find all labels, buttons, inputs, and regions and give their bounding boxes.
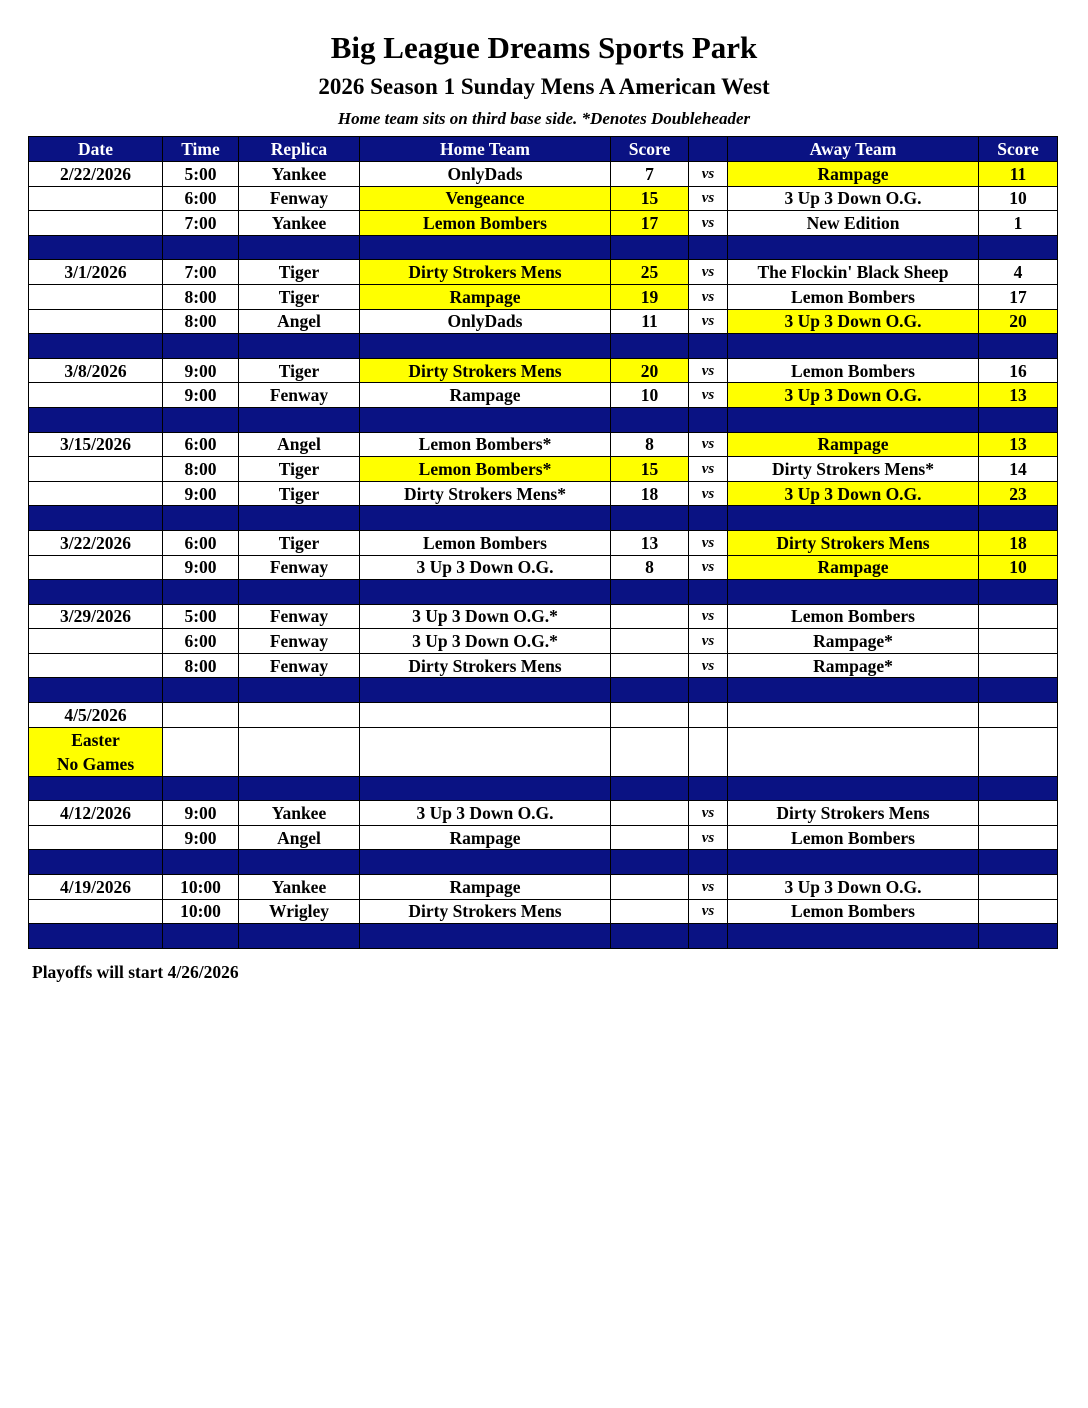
away-team-cell: Rampage [728,432,979,457]
vs-cell: vs [689,899,728,924]
home-team-cell: OnlyDads [360,162,611,187]
table-row [29,555,1058,580]
separator-cell [689,334,728,359]
separator-cell [728,924,979,949]
replica-cell: Tiger [239,260,360,285]
home-score-cell: 25 [611,260,689,285]
empty-cell [360,727,611,776]
date-cell: 3/1/2026 [29,260,163,285]
separator-cell [728,678,979,703]
empty-cell [611,727,689,776]
time-cell: 9:00 [163,801,239,826]
away-score-cell: 1 [979,211,1058,236]
away-score-cell: 10 [979,555,1058,580]
separator-cell [360,924,611,949]
time-cell: 5:00 [163,604,239,629]
separator-cell [689,924,728,949]
separator-cell [29,678,163,703]
vs-cell: vs [689,309,728,334]
separator-cell [163,407,239,432]
table-row [29,260,1058,285]
home-team-cell: Dirty Strokers Mens [360,358,611,383]
separator-cell [239,580,360,605]
time-cell: 8:00 [163,284,239,309]
away-team-cell: The Flockin' Black Sheep [728,260,979,285]
separator-cell [728,235,979,260]
separator-cell [29,924,163,949]
replica-cell: Yankee [239,211,360,236]
table-row [29,825,1058,850]
separator-cell [728,407,979,432]
away-team-cell: New Edition [728,211,979,236]
separator-cell [611,580,689,605]
home-team-cell: Lemon Bombers* [360,432,611,457]
separator-cell [29,235,163,260]
week-separator-row [29,580,1058,605]
separator-cell [360,580,611,605]
date-cell [29,629,163,654]
date-cell [29,211,163,236]
home-team-cell: 3 Up 3 Down O.G. [360,801,611,826]
away-score-cell: 13 [979,383,1058,408]
home-team-cell: Lemon Bombers [360,530,611,555]
home-score-cell: 11 [611,309,689,334]
away-team-cell: 3 Up 3 Down O.G. [728,875,979,900]
separator-cell [360,506,611,531]
vs-cell: vs [689,457,728,482]
table-row [29,530,1058,555]
table-row [29,875,1058,900]
away-team-cell: Dirty Strokers Mens [728,530,979,555]
table-row [29,284,1058,309]
separator-cell [360,407,611,432]
separator-cell [29,334,163,359]
vs-cell: vs [689,875,728,900]
away-score-cell [979,801,1058,826]
time-cell: 10:00 [163,875,239,900]
vs-cell: vs [689,825,728,850]
time-cell: 9:00 [163,481,239,506]
away-team-cell: Lemon Bombers [728,825,979,850]
separator-cell [728,506,979,531]
empty-cell [239,703,360,728]
away-score-cell: 10 [979,186,1058,211]
away-score-cell: 23 [979,481,1058,506]
replica-cell: Yankee [239,875,360,900]
vs-cell: vs [689,358,728,383]
replica-cell: Yankee [239,801,360,826]
week-separator-row [29,506,1058,531]
home-score-cell: 13 [611,530,689,555]
date-cell: 4/12/2026 [29,801,163,826]
separator-cell [611,850,689,875]
separator-cell [163,924,239,949]
vs-cell: vs [689,186,728,211]
date-cell [29,186,163,211]
table-header-row [29,137,1058,162]
empty-cell [979,703,1058,728]
replica-cell: Angel [239,825,360,850]
date-cell [29,481,163,506]
table-row [29,309,1058,334]
away-score-cell: 17 [979,284,1058,309]
vs-cell: vs [689,629,728,654]
home-team-cell: Rampage [360,284,611,309]
table-row [29,703,1058,728]
date-cell [29,383,163,408]
date-cell: 3/22/2026 [29,530,163,555]
column-header-home-team: Home Team [360,137,611,162]
vs-cell: vs [689,555,728,580]
separator-cell [239,235,360,260]
separator-cell [163,506,239,531]
separator-cell [239,924,360,949]
time-cell: 7:00 [163,260,239,285]
replica-cell: Tiger [239,457,360,482]
away-team-cell: Dirty Strokers Mens* [728,457,979,482]
away-team-cell: Rampage* [728,653,979,678]
away-score-cell [979,629,1058,654]
separator-cell [689,235,728,260]
separator-cell [611,235,689,260]
easter-label: Easter [71,729,120,750]
away-score-cell: 11 [979,162,1058,187]
separator-cell [29,850,163,875]
date-cell [29,309,163,334]
away-team-cell: Lemon Bombers [728,604,979,629]
away-score-cell: 14 [979,457,1058,482]
separator-cell [728,334,979,359]
away-team-cell: Rampage [728,555,979,580]
home-team-cell: 3 Up 3 Down O.G.* [360,629,611,654]
away-team-cell: Rampage* [728,629,979,654]
away-score-cell: 18 [979,530,1058,555]
no-games-label: No Games [56,753,135,774]
separator-cell [611,334,689,359]
separator-cell [163,776,239,801]
separator-cell [611,678,689,703]
date-cell [29,284,163,309]
date-cell: 4/19/2026 [29,875,163,900]
separator-cell [689,580,728,605]
home-team-cell: 3 Up 3 Down O.G. [360,555,611,580]
separator-cell [979,678,1058,703]
easter-row [29,727,1058,776]
separator-cell [360,235,611,260]
week-separator-row [29,776,1058,801]
separator-cell [979,506,1058,531]
replica-cell: Angel [239,309,360,334]
replica-cell: Fenway [239,186,360,211]
separator-cell [29,776,163,801]
home-score-cell [611,875,689,900]
home-score-cell: 18 [611,481,689,506]
home-team-cell: Rampage [360,825,611,850]
date-cell [29,899,163,924]
page-title: Big League Dreams Sports Park [330,30,758,65]
away-score-cell: 4 [979,260,1058,285]
separator-cell [29,506,163,531]
time-cell: 8:00 [163,457,239,482]
vs-cell: vs [689,481,728,506]
separator-cell [728,580,979,605]
time-cell: 6:00 [163,432,239,457]
easter-no-games-cell [29,727,163,776]
time-cell: 10:00 [163,899,239,924]
separator-cell [728,776,979,801]
column-header-home-score: Score [611,137,689,162]
empty-cell [360,703,611,728]
vs-cell: vs [689,432,728,457]
home-team-cell: Dirty Strokers Mens [360,653,611,678]
empty-cell [728,727,979,776]
home-score-cell: 15 [611,186,689,211]
vs-cell: vs [689,801,728,826]
separator-cell [689,506,728,531]
vs-cell: vs [689,211,728,236]
schedule-body [29,162,1058,949]
week-separator-row [29,850,1058,875]
time-cell: 7:00 [163,211,239,236]
separator-cell [239,776,360,801]
empty-cell [239,727,360,776]
week-separator-row [29,924,1058,949]
page-subtitle: 2026 Season 1 Sunday Mens A American West [318,74,770,99]
table-row [29,383,1058,408]
home-team-cell: OnlyDads [360,309,611,334]
home-score-cell [611,825,689,850]
date-cell [29,555,163,580]
date-cell [29,653,163,678]
table-row [29,653,1058,678]
home-score-cell [611,801,689,826]
home-score-cell [611,899,689,924]
home-score-cell: 17 [611,211,689,236]
away-score-cell [979,875,1058,900]
column-header-replica: Replica [239,137,360,162]
playoffs-note: Playoffs will start 4/26/2026 [32,962,239,982]
separator-cell [689,407,728,432]
table-row [29,899,1058,924]
table-row [29,162,1058,187]
date-cell: 2/22/2026 [29,162,163,187]
table-row [29,358,1058,383]
replica-cell: Fenway [239,383,360,408]
away-team-cell: 3 Up 3 Down O.G. [728,481,979,506]
separator-cell [979,924,1058,949]
home-score-cell [611,629,689,654]
separator-cell [360,776,611,801]
away-team-cell: Dirty Strokers Mens [728,801,979,826]
home-score-cell: 15 [611,457,689,482]
time-cell: 6:00 [163,186,239,211]
date-cell: 4/5/2026 [29,703,163,728]
separator-cell [360,334,611,359]
separator-cell [611,776,689,801]
separator-cell [239,407,360,432]
empty-cell [979,727,1058,776]
separator-cell [611,407,689,432]
separator-cell [239,334,360,359]
date-cell [29,457,163,482]
empty-cell [728,703,979,728]
away-team-cell: Lemon Bombers [728,358,979,383]
separator-cell [611,924,689,949]
away-team-cell: 3 Up 3 Down O.G. [728,383,979,408]
home-team-cell: Dirty Strokers Mens [360,260,611,285]
replica-cell: Tiger [239,530,360,555]
week-separator-row [29,235,1058,260]
separator-cell [360,678,611,703]
away-team-cell: 3 Up 3 Down O.G. [728,309,979,334]
time-cell: 9:00 [163,555,239,580]
away-score-cell [979,825,1058,850]
time-cell: 8:00 [163,309,239,334]
date-cell: 3/8/2026 [29,358,163,383]
separator-cell [239,850,360,875]
time-cell: 6:00 [163,629,239,654]
table-row [29,481,1058,506]
separator-cell [239,678,360,703]
separator-cell [163,850,239,875]
separator-cell [979,776,1058,801]
time-cell: 6:00 [163,530,239,555]
home-score-cell: 19 [611,284,689,309]
empty-cell [163,727,239,776]
replica-cell: Fenway [239,653,360,678]
time-cell: 8:00 [163,653,239,678]
column-header-away-team: Away Team [728,137,979,162]
separator-cell [689,776,728,801]
time-cell: 9:00 [163,358,239,383]
home-team-cell: Dirty Strokers Mens [360,899,611,924]
vs-cell: vs [689,260,728,285]
table-row [29,801,1058,826]
separator-cell [979,850,1058,875]
home-score-cell: 8 [611,555,689,580]
away-score-cell: 13 [979,432,1058,457]
away-score-cell [979,604,1058,629]
away-team-cell: Rampage [728,162,979,187]
separator-cell [979,334,1058,359]
week-separator-row [29,334,1058,359]
separator-cell [979,407,1058,432]
table-row [29,604,1058,629]
home-score-cell [611,653,689,678]
replica-cell: Fenway [239,604,360,629]
home-team-cell: Dirty Strokers Mens* [360,481,611,506]
separator-cell [728,850,979,875]
home-team-cell: Rampage [360,875,611,900]
replica-cell: Fenway [239,555,360,580]
away-score-cell [979,653,1058,678]
away-score-cell: 16 [979,358,1058,383]
week-separator-row [29,407,1058,432]
separator-cell [239,506,360,531]
away-team-cell: Lemon Bombers [728,284,979,309]
week-separator-row [29,678,1058,703]
home-team-cell: Lemon Bombers [360,211,611,236]
separator-cell [979,235,1058,260]
separator-cell [689,850,728,875]
schedule-table [28,136,1058,949]
away-score-cell: 20 [979,309,1058,334]
separator-cell [979,580,1058,605]
empty-cell [611,703,689,728]
home-score-cell: 20 [611,358,689,383]
time-cell: 5:00 [163,162,239,187]
away-team-cell: Lemon Bombers [728,899,979,924]
separator-cell [29,407,163,432]
time-cell: 9:00 [163,383,239,408]
table-row [29,186,1058,211]
empty-cell [689,727,728,776]
time-cell: 9:00 [163,825,239,850]
home-score-cell: 10 [611,383,689,408]
replica-cell: Tiger [239,481,360,506]
home-team-cell: Rampage [360,383,611,408]
away-score-cell [979,899,1058,924]
separator-cell [29,580,163,605]
vs-cell: vs [689,162,728,187]
separator-cell [360,850,611,875]
table-row [29,211,1058,236]
date-cell [29,825,163,850]
away-team-cell: 3 Up 3 Down O.G. [728,186,979,211]
column-header-away-score: Score [979,137,1058,162]
home-team-cell: 3 Up 3 Down O.G.* [360,604,611,629]
replica-cell: Tiger [239,358,360,383]
empty-cell [163,703,239,728]
home-score-cell: 8 [611,432,689,457]
date-cell: 3/15/2026 [29,432,163,457]
vs-cell: vs [689,284,728,309]
separator-cell [163,235,239,260]
table-row [29,432,1058,457]
vs-cell: vs [689,653,728,678]
replica-cell: Fenway [239,629,360,654]
column-header-date: Date [29,137,163,162]
separator-cell [163,678,239,703]
empty-cell [689,703,728,728]
table-row [29,629,1058,654]
home-team-cell: Vengeance [360,186,611,211]
home-score-cell: 7 [611,162,689,187]
separator-cell [163,334,239,359]
vs-cell: vs [689,604,728,629]
replica-cell: Tiger [239,284,360,309]
separator-cell [611,506,689,531]
vs-cell: vs [689,530,728,555]
vs-cell: vs [689,383,728,408]
separator-cell [689,678,728,703]
replica-cell: Wrigley [239,899,360,924]
date-cell: 3/29/2026 [29,604,163,629]
separator-cell [163,580,239,605]
column-header-vs [689,137,728,162]
home-score-cell [611,604,689,629]
doubleheader-note: Home team sits on third base side. *Denotes Doubleheader [337,109,751,128]
column-header-time: Time [163,137,239,162]
replica-cell: Angel [239,432,360,457]
home-team-cell: Lemon Bombers* [360,457,611,482]
table-row [29,457,1058,482]
replica-cell: Yankee [239,162,360,187]
